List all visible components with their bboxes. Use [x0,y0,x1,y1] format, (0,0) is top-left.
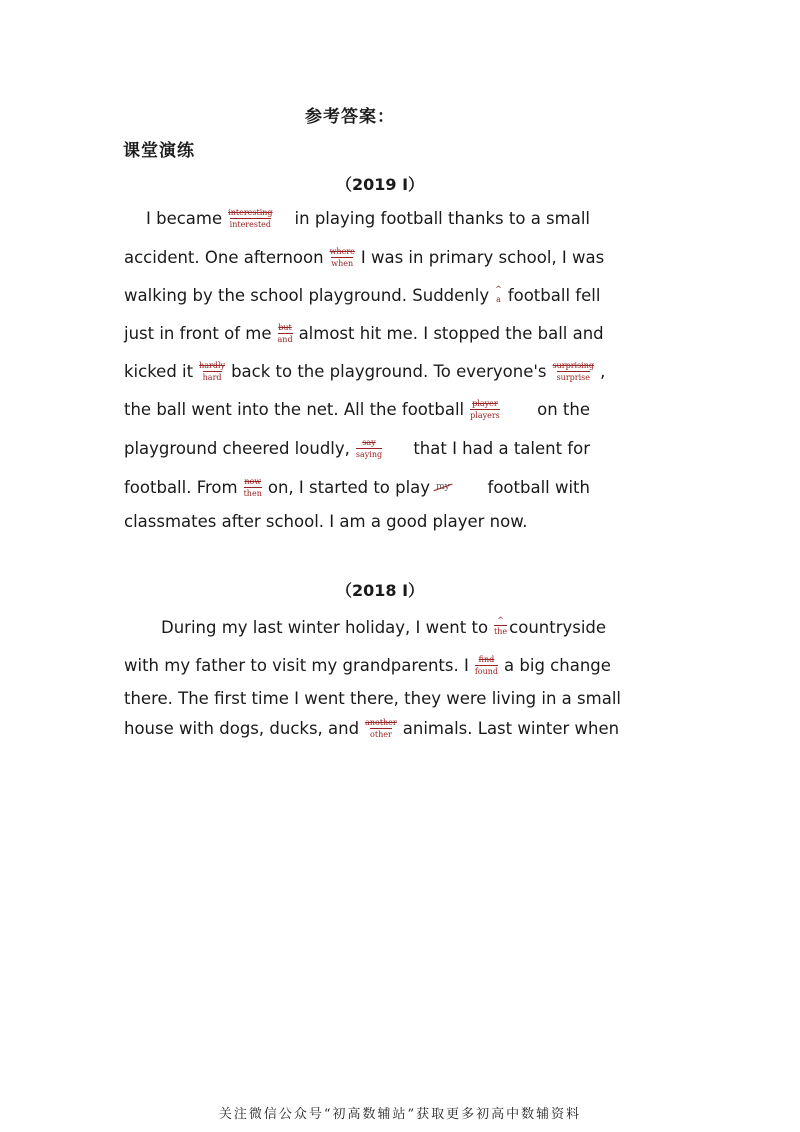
corrected-word: and [277,334,293,344]
text-segment: house with dogs, ducks, and [124,718,360,738]
text-segment: a big change [504,655,611,675]
caret-icon: ^ [495,284,502,294]
passage-line [124,472,590,502]
corrected-word: then [243,488,262,498]
wrong-word: another [365,717,397,727]
correction-mark [475,654,498,677]
passage-line [146,203,590,233]
correction-mark [244,476,262,499]
section-title: 课堂演练 [123,141,195,161]
passage-line [124,713,620,743]
passage-line [161,612,607,642]
answer-title: 参考答案： [305,107,395,127]
wrong-word: find [478,654,495,664]
passage-line [124,394,590,424]
text-segment: playground cheered loudly, [124,438,350,458]
passage-line [124,356,606,386]
text-segment: I was in primary school, I was [360,247,605,267]
text-segment: countryside [509,617,607,637]
caret-icon: ^ [497,616,504,625]
text-segment: I became [146,208,223,228]
passage-line [124,683,621,713]
text-segment: back to the playground. To everyone's [231,361,547,381]
wrong-word: but [278,322,292,332]
passage-line [124,433,590,463]
insertion-mark [494,617,507,637]
correction-mark [228,207,272,230]
text-segment: with my father to visit my grandparents. I [124,655,469,675]
text-segment: there. The first time I went there, they were living in a small [124,688,621,708]
wrong-word: say [362,437,376,447]
corrected-word: players [470,410,500,420]
wrong-word: now [244,476,262,486]
wrong-word: where [329,246,355,256]
correction-mark [470,398,500,421]
correction-mark [365,717,397,740]
text-segment: on, I started to play [267,477,431,497]
text-segment: animals. Last winter when [402,718,620,738]
text-segment: football fell [507,285,601,305]
wrong-word: player [472,398,498,408]
passage-line [124,506,590,536]
wrong-word: hardly [199,360,226,370]
correction-mark [199,360,225,383]
passage-line [124,280,601,310]
text-segment: football with [487,477,590,497]
text-segment: During my last winter holiday, I went to [161,617,489,637]
insertion-mark [495,286,502,305]
inserted-word: a [496,294,501,304]
text-segment: the ball went into the net. All the football [124,399,465,419]
passage-line [124,650,611,680]
text-segment: accident. One afternoon [124,247,324,267]
text-segment: , [600,361,606,381]
passage-year-heading: （2018 Ⅰ） [335,581,425,600]
text-segment: almost hit me. I stopped the ball and [298,323,604,343]
passage-year-heading: （2019 Ⅰ） [335,175,425,194]
text-segment: kicked it [124,361,194,381]
wrong-word: surprising [552,360,595,370]
correction-mark [356,437,382,460]
text-segment: classmates after school. I am a good player now. [124,511,528,531]
text-segment: in playing football thanks to a small [294,208,590,228]
text-segment: football. From [124,477,238,497]
corrected-word: saying [355,449,383,459]
corrected-word: other [370,729,392,739]
inserted-word: the [494,627,508,636]
wrong-word: interesting [228,207,273,217]
corrected-word: found [474,666,499,676]
passage-line [124,318,604,348]
text-segment: just in front of me [124,323,272,343]
text-segment: on the [537,399,590,419]
correction-mark [553,360,595,383]
corrected-word: interested [229,219,272,229]
correction-mark [330,246,355,269]
correction-mark [278,322,293,345]
text-segment: that I had a talent for [413,438,590,458]
corrected-word: surprise [556,372,591,382]
corrected-word: hard [202,372,222,382]
corrected-word: when [331,258,354,268]
text-segment: walking by the school playground. Suddenly [124,285,490,305]
passage-line [124,242,605,272]
deletion-mark: my [436,482,450,492]
footer-promo: 关注微信公众号“初高数辅站”获取更多初高中数辅资料 [218,1107,582,1122]
